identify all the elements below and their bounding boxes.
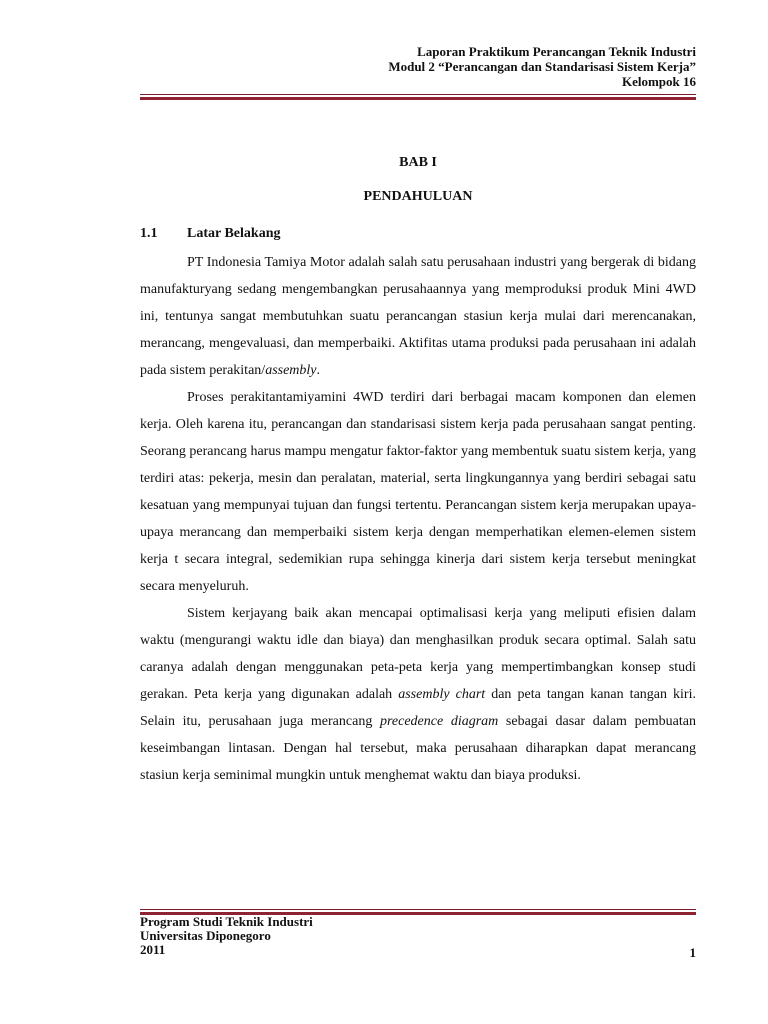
footer-year: 2011 (140, 942, 166, 957)
paragraph-3-text-a: Sistem kerjayang baik akan mencapai optimalisasi kerja yang meliputi efisien dalam waktu (mengurangi waktu idle dan biaya) dan menghasilkan produk secara optimal. Salah satu caranya adalah dengan menggunakan peta-peta kerja yang mempertimbangkan konsep studi gerakan. Peta kerja yang digunakan adalah (140, 606, 696, 702)
paragraph-2: Proses perakitantamiyamini 4WD terdiri dari berbagai macam komponen dan elemen kerja. Oleh karena itu, perancangan dan standarisasi sistem kerja pada perusahaan sangat penting. Seorang perancang harus mampu mengatur faktor-faktor yang membentuk suatu sistem kerja, yang terdiri atas: pekerja, mesin dan peralatan, material, serta lingkungannya yang berdiri sebagai satu kesatuan yang mempunyai tujuan dan fungsi tertentu. Perancangan sistem kerja merupakan upaya-upaya merancang dan memperbaiki sistem kerja dengan memperhatikan elemen-elemen sistem kerja t secara integral, sedemikian rupa sehingga kinerja dari sistem kerja tersebut meningkat secara menyeluruh. (140, 390, 696, 594)
page-number: 1 (689, 945, 696, 960)
footer-program: Program Studi Teknik Industri (140, 914, 313, 929)
paragraph-3 (140, 600, 696, 789)
paragraph-3-text-c: sebagai dasar dalam pembuatan keseimbangan lintasan. Dengan hal tersebut, maka perusahaan diharapkan dapat merancang stasiun kerja seminimal mungkin untuk menghemat waktu dan biaya produksi. (140, 714, 696, 783)
running-footer (140, 915, 313, 957)
running-header (388, 44, 696, 89)
chapter-label: BAB I (399, 155, 437, 170)
footer-university: Universitas Diponegoro (140, 928, 271, 943)
paragraph-1-italic-term: assembly (265, 363, 317, 378)
section-heading (140, 226, 280, 242)
header-divider (140, 94, 696, 100)
chapter-title: PENDAHULUAN (363, 189, 473, 204)
footer-divider-thin (140, 909, 696, 910)
paragraph-1 (140, 249, 696, 384)
section-title: Latar Belakang (187, 226, 281, 241)
paragraph-3-text-b: dan peta tangan kanan tangan kiri. Selain itu, perusahaan juga merancang (140, 687, 696, 729)
paragraph-3-italic-term-1: assembly chart (398, 687, 486, 702)
header-module-title: Modul 2 “Perancangan dan Standarisasi Sistem Kerja” (388, 59, 696, 74)
chapter-heading (140, 146, 696, 214)
header-group: Kelompok 16 (621, 74, 696, 89)
section-number: 1.1 (140, 226, 158, 241)
paragraph-1-end: . (316, 363, 321, 378)
header-report-title: Laporan Praktikum Perancangan Teknik Industri (417, 44, 696, 59)
paragraph-3-italic-term-2: precedence diagram (379, 714, 499, 729)
header-divider-thick (140, 97, 696, 100)
header-divider-thin (140, 94, 696, 95)
paragraph-1-text: PT Indonesia Tamiya Motor adalah salah satu perusahaan industri yang bergerak di bidang manufakturyang sedang mengembangkan perusahaannya yang memproduksi produk Mini 4WD ini, tentunya sangat membutuhkan suatu perancangan stasiun kerja mulai dari merencanakan, merancang, mengevaluasi, dan memperbaiki. Aktifitas utama produksi pada perusahaan ini adalah pada sistem perakitan/ (140, 255, 696, 378)
body-text (140, 249, 696, 789)
